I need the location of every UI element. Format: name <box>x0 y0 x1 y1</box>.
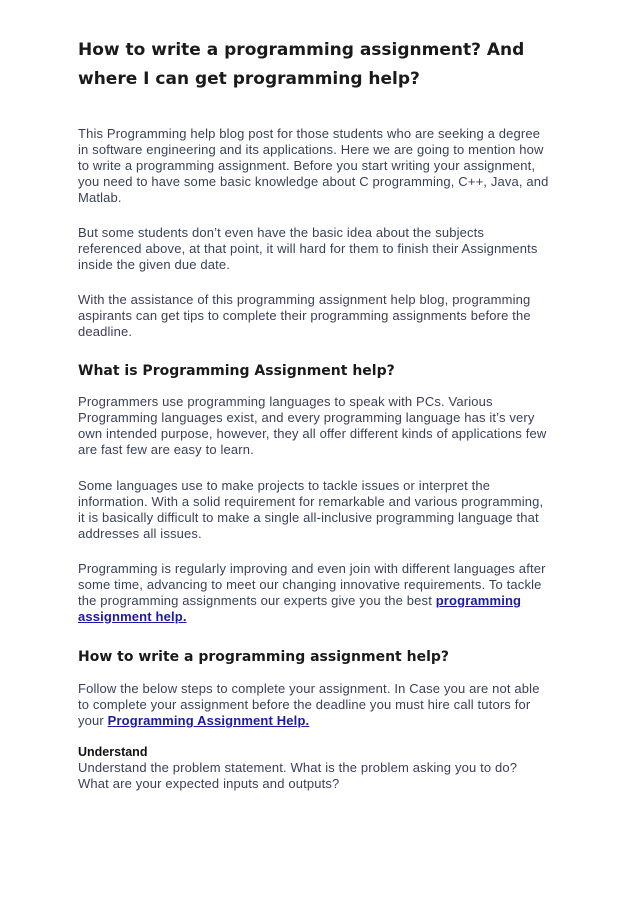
intro-paragraph-2: But some students don’t even have the basic idea about the subjects referenced above, at that point, it will hard for them to finish their Assignments inside the given due date. <box>78 225 538 272</box>
section1-paragraph-1: Programmers use programming languages to speak with PCs. Various Programming languages exist, and every programming language has it’s very own intended purpose, however, they all offer different kinds of applications few are fast few are easy to learn. <box>78 394 547 457</box>
page-title: How to write a programming assignment? And where I can get programming help? <box>78 40 525 89</box>
section2-paragraph-text: Follow the below steps to complete your assignment. In Case you are not able to complete your assignment before the deadline you must hire call tutors for your <box>78 681 540 728</box>
step-understand-text: Understand the problem statement. What is the problem asking you to do? What are your expected inputs and outputs? <box>78 760 518 791</box>
intro-paragraph-1: This Programming help blog post for those students who are seeking a degree in software engineering and its applications. Here we are going to mention how to write a programming assignment. Before you start writing your assignment, you need to have some basic knowledge about C programming, C++, Java, and Matlab. <box>78 126 549 205</box>
section1-paragraph-2: Some languages use to make projects to tackle issues or interpret the information. With a solid requirement for remarkable and various programming, it is basically difficult to make a single all-inclusive programming language that addresses all issues. <box>78 478 544 541</box>
intro-paragraph-3: With the assistance of this programming assignment help blog, programming aspirants can get tips to complete their programming assignments before the deadline. <box>78 292 531 339</box>
programming-assignment-help-link[interactable]: programming assignment help. <box>78 593 522 624</box>
section1-paragraph-3 <box>78 561 550 625</box>
step-understand-title: Understand <box>78 745 148 759</box>
section2-paragraph <box>78 681 550 729</box>
section-heading-how-to-write: How to write a programming assignment help? <box>78 649 450 665</box>
programming-assignment-help-link-2[interactable]: Programming Assignment Help. <box>107 713 310 728</box>
section1-paragraph-3-text: Programming is regularly improving and even join with different languages after some time, advancing to meet our changing innovative requirements. To tackle the programming assignments our experts give you the best <box>78 561 546 608</box>
section-heading-what-is: What is Programming Assignment help? <box>78 363 395 379</box>
